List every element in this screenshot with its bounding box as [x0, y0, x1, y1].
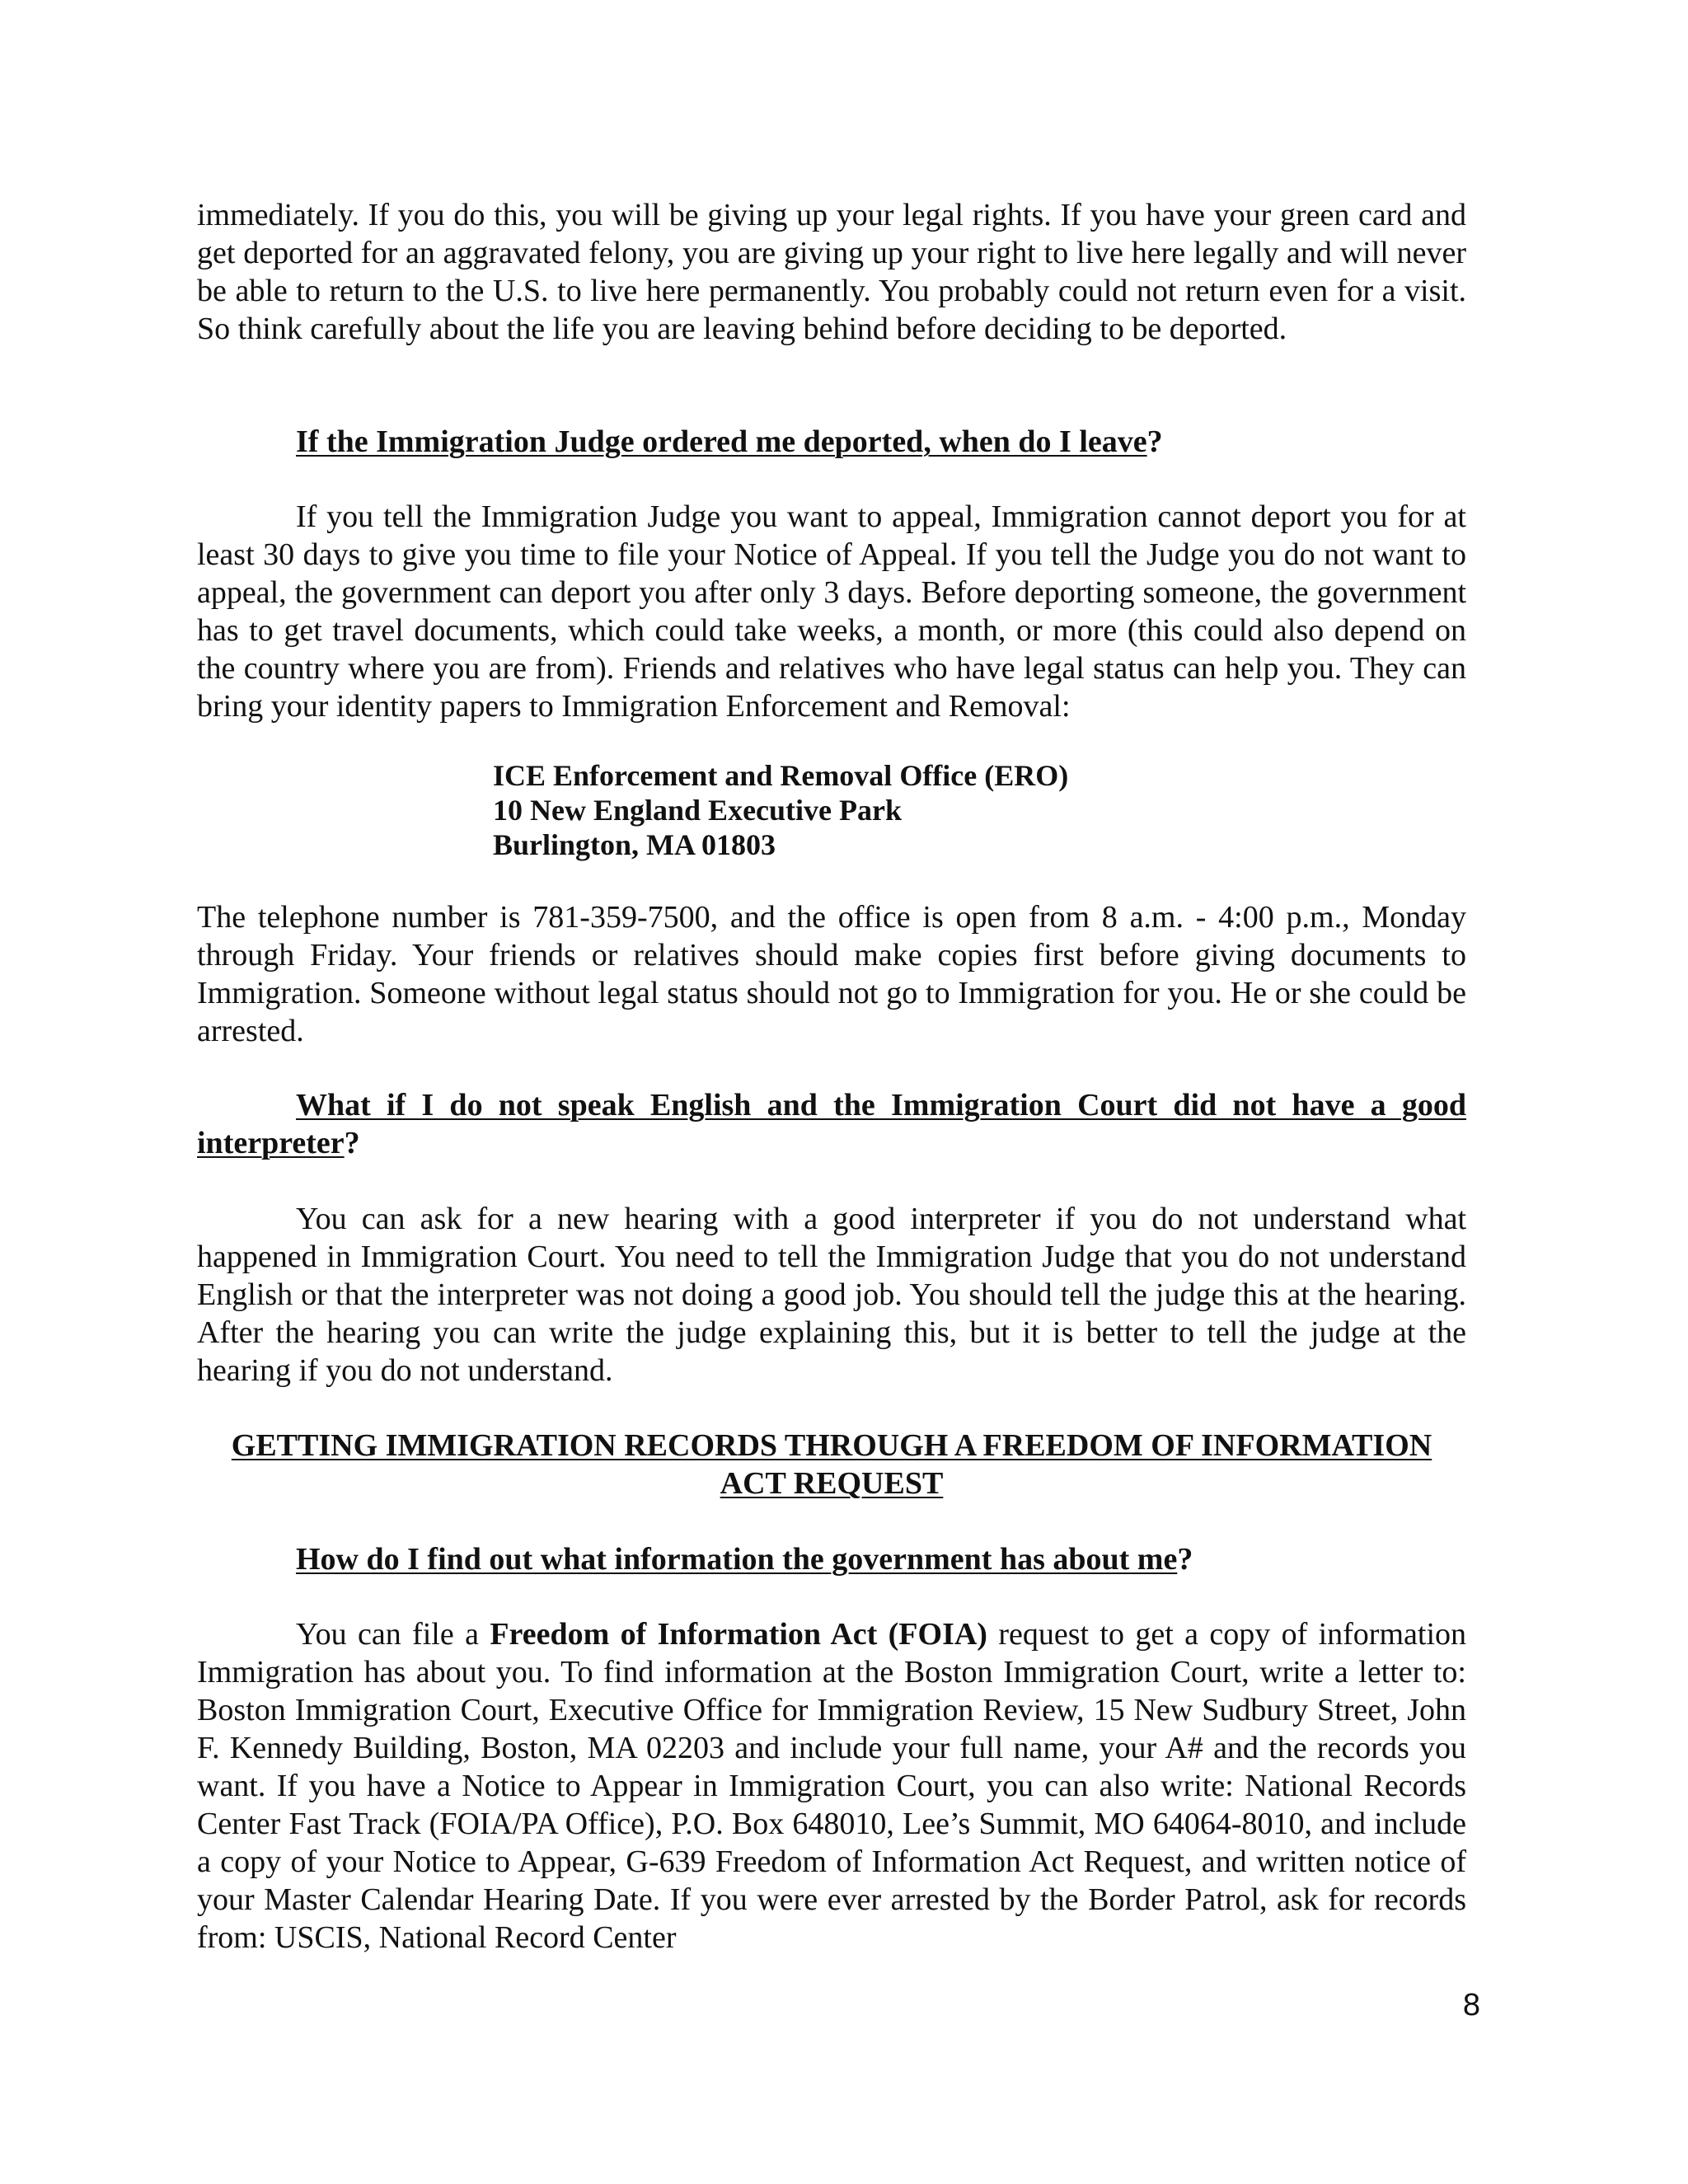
- foia-text-start: You can file a: [296, 1617, 490, 1652]
- question-heading-text: If the Immigration Judge ordered me deported, when do I leave: [296, 424, 1147, 459]
- question-heading-text: How do I find out what information the government has about me: [296, 1542, 1178, 1577]
- question-mark: ?: [1177, 1542, 1193, 1577]
- ice-office-address: [493, 758, 1068, 862]
- paragraph-appeal-timing: If you tell the Immigration Judge you want to appeal, Immigration cannot deport you for at least 30 days to give you time to file your Notice of Appeal. If you tell the Judge you do not want to appeal, the government can deport you after only 3 days. Before deporting someone, the government has to get travel documents, which could take weeks, a month, or more (this could also depend on the country where you are from). Friends and relatives who have legal status can help you. They can bring your identity papers to Immigration Enforcement and Removal:: [197, 499, 1466, 724]
- paragraph-office-hours: The telephone number is 781-359-7500, and the office is open from 8 a.m. - 4:00 p.m., Monday through Friday. Your friends or relatives should make copies first before giving documents to Immigration. Someone without legal status should not go to Immigration for you. He or she could be arrested.: [197, 900, 1466, 1048]
- address-line-city: Burlington, MA 01803: [493, 828, 776, 861]
- question-heading-when-leave: [197, 423, 1466, 461]
- paragraph-new-hearing: You can ask for a new hearing with a good interpreter if you do not understand what happened in Immigration Court. You need to tell the Immigration Judge that you do not understand English or that the interpreter was not doing a good job. You should tell the judge this at the hearing. After the hearing you can write the judge explaining this, but it is better to tell the judge at the hearing if you do not understand.: [197, 1202, 1466, 1388]
- paragraph-deportation-rights: immediately. If you do this, you will be giving up your legal rights. If you have your green card and get deported for an aggravated felony, you are giving up your right to live here legally and will never be able to return to the U.S. to live here permanently. You probably could not return even for a visit. So think carefully about the life you are leaving behind before deciding to be deported.: [197, 198, 1466, 346]
- question-heading-text: What if I do not speak English and the Immigration Court did not have a good interpreter: [197, 1088, 1466, 1160]
- page-number: 8: [1462, 1988, 1480, 2022]
- question-heading-interpreter: [197, 1086, 1466, 1162]
- paragraph-foia-request: [197, 1615, 1466, 1957]
- address-line-office: ICE Enforcement and Removal Office (ERO): [493, 759, 1069, 792]
- question-mark: ?: [1146, 424, 1163, 459]
- question-mark: ?: [344, 1126, 360, 1160]
- section-heading-foia: GETTING IMMIGRATION RECORDS THROUGH A FREEDOM OF INFORMATION ACT REQUEST: [231, 1428, 1432, 1501]
- foia-text-rest: request to get a copy of information Immigration has about you. To find information at the Boston Immigration Court, write a letter to: Boston Immigration Court, Executive Office for Immigration Review, 15 New Sudbury Street, John F. Kennedy Building, Boston, MA 02203 and include your full name, your A# and the records you want. If you have a Notice to Appear in Immigration Court, you can also write: National Records Center Fast Track (FOIA/PA Office), P.O. Box 648010, Lee’s Summit, MO 64064-8010, and include a copy of your Notice to Appear, G-639 Freedom of Information Act Request, and written notice of your Master Calendar Hearing Date. If you were ever arrested by the Border Patrol, ask for records from: USCIS, National Record Center: [197, 1617, 1467, 1955]
- address-line-street: 10 New England Executive Park: [493, 794, 903, 827]
- foia-act-name: Freedom of Information Act (FOIA): [490, 1617, 987, 1652]
- question-heading-government-info: [197, 1540, 1466, 1578]
